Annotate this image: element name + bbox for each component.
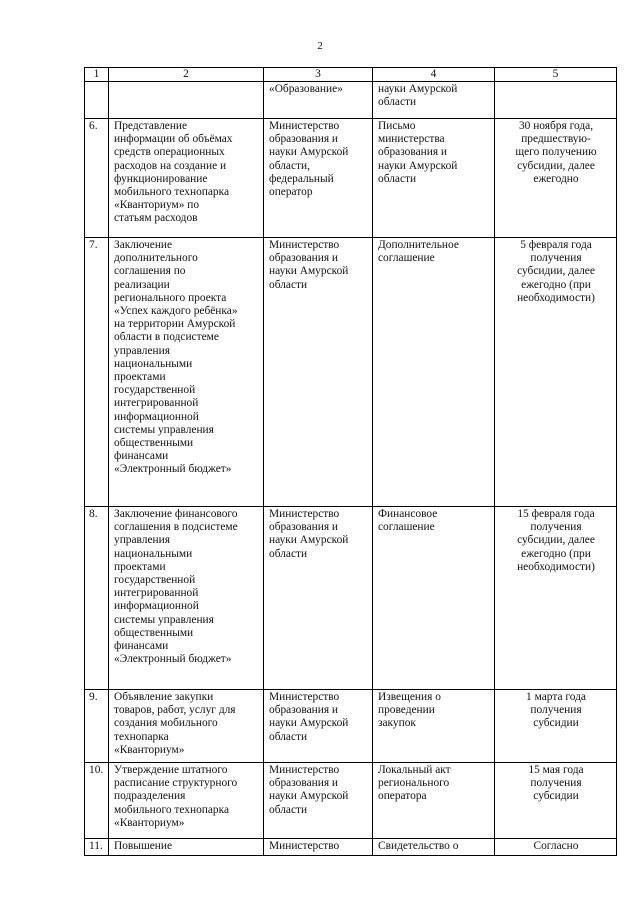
action-text: Заключение финансового соглашения в подсистеме управления национальными проектами государственной интегрированной информационной системы управления общественными финансами «Электронный бюджет» [114, 508, 238, 666]
table-row [85, 238, 617, 507]
document-text: Локальный акт регионального оператора [378, 764, 451, 803]
cell-document [373, 507, 495, 690]
header-col-4: 4 [373, 68, 495, 82]
row-number: 11. [85, 839, 109, 856]
row-number: 8. [85, 507, 109, 690]
row-number: 7. [85, 238, 109, 507]
table-row [85, 119, 617, 238]
action-text: Утверждение штатного расписание структурного подразделения мобильного технопарка «Кванториум» [114, 764, 238, 829]
header-col-2: 2 [109, 68, 264, 82]
responsible-text: Министерство [269, 840, 340, 852]
cell-document [373, 82, 495, 119]
document-text: Дополнительное соглашение [378, 239, 459, 265]
responsible-text: Министерство образования и науки Амурской области, федеральный оператор [269, 120, 349, 199]
cell-action [109, 839, 264, 856]
cell-deadline [495, 690, 617, 763]
header-col-5: 5 [495, 68, 617, 82]
document-text: Извещения о проведении закупок [378, 691, 441, 730]
table-row [85, 507, 617, 690]
action-text: Заключение дополнительного соглашения по реализации регионального проекта «Успех каждого ребёнка» на территории Амурской области в подсистеме управления национальными проектами государственной интегрированной информационной системы управления общественными финансами «Электронный бюджет» [114, 239, 238, 476]
cell-num [85, 82, 109, 119]
row-number: 9. [85, 690, 109, 763]
deadline-text: 5 февраля года получения субсидии, далее ежегодно (при необходимости) [517, 239, 595, 304]
cell-document [373, 763, 495, 839]
cell-deadline [495, 839, 617, 856]
cell-document [373, 839, 495, 856]
cell-deadline [495, 763, 617, 839]
responsible-text: Министерство образования и науки Амурской области [269, 508, 349, 560]
cell-action [109, 238, 264, 507]
cell-action [109, 690, 264, 763]
cell-responsible [264, 119, 373, 238]
continuation-row [85, 82, 617, 119]
cell-action [109, 763, 264, 839]
responsible-text: Министерство образования и науки Амурской области [269, 764, 349, 816]
page-number: 2 [317, 40, 323, 52]
cell-responsible [264, 839, 373, 856]
deadline-text: 1 марта года получения субсидии [526, 691, 586, 730]
deadline-text: 30 ноября года, предшествую- щего получению субсидии, далее ежегодно [515, 120, 597, 185]
cell-document [373, 690, 495, 763]
header-row [85, 68, 617, 82]
continuation-document: науки Амурской области [378, 83, 458, 109]
table-row [85, 839, 617, 856]
document-text: Финансовое соглашение [378, 508, 438, 534]
table-row [85, 763, 617, 839]
cell-deadline [495, 82, 617, 119]
action-text: Объявление закупки товаров, работ, услуг для создания мобильного технопарка «Кванториум» [114, 691, 236, 756]
header-col-1: 1 [85, 68, 109, 82]
cell-document [373, 119, 495, 238]
deadline-text: 15 февраля года получения субсидии, далее ежегодно (при необходимости) [517, 508, 595, 573]
cell-action [109, 507, 264, 690]
cell-responsible [264, 507, 373, 690]
plan-table [84, 67, 617, 856]
deadline-text: 15 мая года получения субсидии [528, 764, 584, 803]
cell-responsible [264, 238, 373, 507]
document-text: Свидетельство о [378, 840, 459, 852]
responsible-text: Министерство образования и науки Амурской области [269, 239, 349, 291]
header-col-3: 3 [264, 68, 373, 82]
continuation-responsible: «Образование» [269, 83, 343, 95]
deadline-text: Согласно [533, 840, 579, 852]
cell-deadline [495, 507, 617, 690]
cell-action [109, 119, 264, 238]
cell-responsible [264, 690, 373, 763]
cell-responsible [264, 82, 373, 119]
document-text: Письмо министерства образования и науки Амурской области [378, 120, 458, 185]
row-number: 10. [85, 763, 109, 839]
cell-deadline [495, 238, 617, 507]
cell-action [109, 82, 264, 119]
action-text: Представление информации об объёмах средств операционных расходов на создание и функционирование мобильного технопарка «Кванториум» по статьям расходов [114, 120, 233, 225]
row-number: 6. [85, 119, 109, 238]
cell-document [373, 238, 495, 507]
cell-deadline [495, 119, 617, 238]
cell-responsible [264, 763, 373, 839]
responsible-text: Министерство образования и науки Амурской области [269, 691, 349, 743]
action-text: Повышение [114, 840, 173, 852]
table-row [85, 690, 617, 763]
